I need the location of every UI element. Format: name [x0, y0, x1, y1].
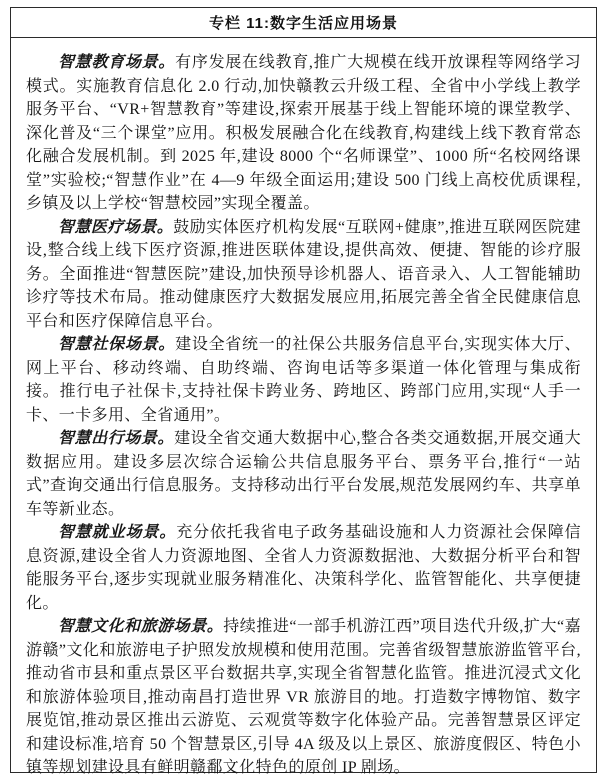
paragraph-lead-smart-education: 智慧教育场景。 — [58, 54, 176, 71]
paragraph-smart-healthcare — [26, 216, 581, 334]
paragraph-text-smart-healthcare: 鼓励实体医疗机构发展“互联网+健康”,推进互联网医院建设,整合线上线下医疗资源,推进医联体建设,提供高效、便捷、智能的诊疗服务。全面推进“智慧医院”建设,加快预导诊机器人、语音录入、人工智能辅助诊疗等技术布局。推动健康医疗大数据发展应用,拓展完善全省全民健康信息平台和医疗保障信息平台。 — [26, 218, 581, 330]
paragraph-smart-employment — [26, 521, 581, 615]
paragraph-lead-smart-social-security: 智慧社保场景。 — [58, 336, 176, 353]
column-title-row — [11, 8, 596, 38]
paragraph-text-smart-culture-tourism: 持续推进“一部手机游江西”项目迭代升级,扩大“嘉游赣”文化和旅游电子护照发放规模和使用范围。完善省级智慧旅游监管平台,推动省市县和重点景区平台数据共享,实现全省智慧化监管。推进沉浸式文化和旅游体验项目,推动南昌打造世界 VR 旅游目的地。打造数字博物馆、数字展览馆,推动景区推出云游览、云观赏等数字化体验产品。完善智慧景区评定和建设标准,培育 50 个智慧景区,引导 4A 级及以上景区、旅游度假区、特色小镇等规划建设具有鲜明赣鄱文化特色的原创 IP 剧场。 — [26, 618, 581, 776]
paragraph-text-smart-mobility: 建设全省交通大数据中心,整合各类交通数据,开展交通大数据应用。建设多层次综合运输公共信息服务平台、票务平台,推行“一站式”查询交通出行信息服务。支持移动出行平台发展,规范发展网约车、共享单车等新业态。 — [26, 430, 581, 518]
paragraph-smart-social-security — [26, 333, 581, 427]
paragraph-lead-smart-healthcare: 智慧医疗场景。 — [58, 218, 174, 236]
column-title: 专栏 11:数字生活应用场景 — [208, 15, 399, 32]
paragraph-smart-education — [26, 51, 581, 216]
paragraph-text-smart-employment: 充分依托我省电子政务基础设施和人力资源社会保障信息资源,建设全省人力资源地图、全省人力资源数据池、大数据分析平台和智能服务平台,逐步实现就业服务精准化、决策科学化、监管智能化、共享便捷化。 — [26, 524, 581, 612]
column-box — [10, 7, 597, 776]
paragraph-text-smart-education: 有序发展在线教育,推广大规模在线开放课程等网络学习模式。实施教育信息化 2.0 行动,加快赣教云升级工程、全省中小学线上教学服务平台、“VR+智慧教育”等建设,探索开展基于线上智能环境的课堂教学、深化普及“三个课堂”应用。积极发展融合化在线教育,构建线上线下教育常态化融合发展机制。到 2025 年,建设 8000 个“名师课堂”、1000 所“名校网络课堂”实验校;“智慧作业”在 4—9 年级全面运用;建设 500 门线上高校优质课程,乡镇及以上学校“智慧校园”实现全覆盖。 — [26, 54, 581, 212]
paragraph-lead-smart-mobility: 智慧出行场景。 — [58, 430, 175, 447]
paragraph-lead-smart-culture-tourism: 智慧文化和旅游场景。 — [58, 618, 224, 635]
column-body — [11, 38, 596, 780]
paragraph-lead-smart-employment: 智慧就业场景。 — [58, 524, 177, 541]
paragraph-smart-mobility — [26, 427, 581, 521]
paragraph-smart-culture-tourism — [26, 615, 581, 780]
paragraph-text-smart-social-security: 建设全省统一的社保公共服务信息平台,实现实体大厅、网上平台、移动终端、自助终端、咨询电话等多渠道一体化管理与集成衔接。推行电子社保卡,支持社保卡跨业务、跨地区、跨部门应用,实现“人手一卡、一卡多用、全省通用”。 — [26, 336, 581, 424]
